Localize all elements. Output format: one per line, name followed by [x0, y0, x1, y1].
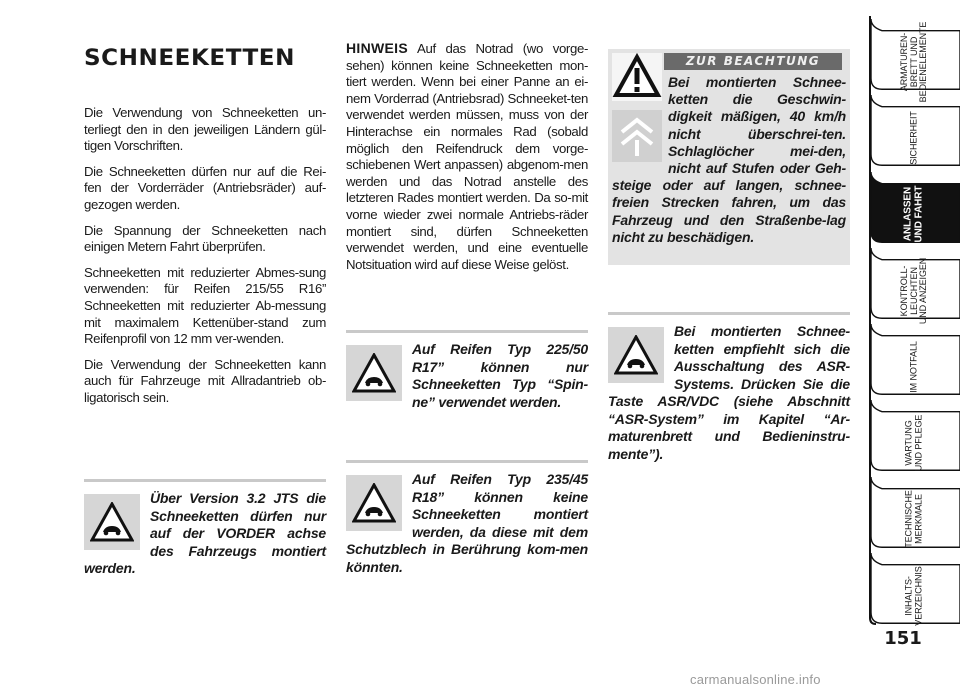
tab-label-line: ANLASSEN — [902, 187, 914, 242]
tab-label — [905, 415, 924, 472]
tab-label — [909, 341, 919, 393]
tab-label — [900, 257, 929, 323]
tab-label-line: BRETT UND — [908, 36, 919, 87]
tab-label — [909, 111, 919, 165]
section-title: SCHNEEKETTEN — [84, 46, 295, 71]
tab-label-line: TECHNISCHE — [903, 490, 914, 549]
tab-chapter-0[interactable] — [868, 16, 960, 103]
paragraph: Die Spannung der Schneeketten nach einigen Metern Fahrt überprüfen. — [84, 222, 326, 255]
tab-label — [900, 21, 929, 102]
tab-label-line: BEDIENELEMENTE — [917, 21, 928, 103]
tab-label-line: KONTROLL- — [898, 265, 909, 316]
tab-chapter-4[interactable] — [868, 321, 960, 397]
tab-label-line: UND PFLEGE — [913, 414, 923, 472]
paragraph: Die Schneeketten dürfen nur auf die Rei-fen der Vorderräder (Antriebsräder) auf-gezogen werden. — [84, 163, 326, 212]
note-tyre-225 — [346, 330, 588, 411]
caution-car-icon — [608, 327, 664, 383]
note-text: Auf Reifen Typ 225/50 R17” können nur Schneeketten Typ “Spin-ne” verwendet werden. — [412, 341, 588, 410]
note-text: Auf Reifen Typ 235/45 R18” können keine Schneeketten montiert werden, da diese mit dem Schutzblech in Berührung kom-men könnten. — [346, 471, 588, 575]
tab-label — [905, 490, 924, 548]
paragraph: Die Verwendung von Schneeketten un-terliegt den in den jeweiligen Ländern gül-tigen Vorschriften. — [84, 105, 326, 154]
tab-label-line: UND ANZEIGEN — [917, 257, 928, 324]
chapter-tab-bar — [868, 16, 960, 626]
tab-chapter-2[interactable] — [868, 169, 960, 245]
tab-label — [905, 566, 924, 625]
left-column — [84, 40, 326, 416]
tab-label-line: SICHERHEIT — [908, 111, 919, 165]
note-tyre-235 — [346, 460, 588, 576]
watermark: carmanualsonline.info — [690, 672, 821, 687]
tab-label — [904, 186, 925, 243]
caution-car-icon — [84, 494, 140, 550]
tab-label-line: INHALTS- — [903, 575, 914, 616]
tab-chapter-1[interactable] — [868, 92, 960, 168]
tab-label-line: UND FAHRT — [913, 185, 924, 243]
note-text: Bei montierten Schnee-ketten empfiehlt sich die Ausschaltung des ASR-Systems. Drücken Sie die Taste ASR/VDC (siehe Abschnitt “ASR-System” im Kapitel “Ar-maturenbrett und Bedieninstru-mente”). — [608, 323, 850, 462]
tab-label-line: LEUCHTEN — [908, 266, 919, 315]
paragraph: Die Verwendung der Schneeketten kann auch für Fahrzeuge mit Allradantrieb ob-ligatorisch sein. — [84, 356, 326, 405]
tab-chapter-7[interactable] — [868, 550, 960, 626]
page-number: 151 — [884, 628, 922, 649]
tab-chapter-6[interactable] — [868, 474, 960, 550]
tab-label-line: ARMATUREN- — [898, 32, 909, 91]
caution-car-icon — [346, 345, 402, 401]
warning-text: Bei montierten Schnee-ketten die Geschwin-digkeit mäßigen, 40 km/h nicht überschrei-ten. Schlaglöcher mei-den, nicht auf Stufen oder Geh-steige oder auf langen, schnee-freien Strecken fahren, um das Fahrzeug und den Straßenbe-lag nicht zu beschädigen. — [612, 74, 846, 245]
tab-label-line: MERKMALE — [913, 494, 923, 545]
hinweis-label: HINWEIS — [346, 40, 408, 56]
tab-chapter-5[interactable] — [868, 397, 960, 473]
tab-chapter-3[interactable] — [868, 245, 960, 324]
tab-label-line: WARTUNG — [903, 420, 914, 466]
tab-label-line: VERZEICHNIS — [913, 565, 923, 626]
note-asr — [608, 312, 850, 463]
paragraph: Schneeketten mit reduzierter Abmes-sung verwenden: für Reifen 215/55 R16” Schneeketten mit reduzierter Ab-messung mit maximalem Kettenüber-stand zum Reifenprofil von 12 mm ver-wenden. — [84, 264, 326, 347]
warning-text-block — [612, 74, 846, 246]
note-text: Über Version 3.2 JTS die Schneeketten dürfen nur auf der VORDER achse des Fahrzeugs montiert werden. — [84, 490, 326, 576]
hinweis-paragraph — [346, 40, 588, 273]
warning-banner: ZUR BEACHTUNG — [664, 53, 842, 70]
tab-label-line: IM NOTFALL — [908, 340, 919, 393]
middle-column — [346, 40, 588, 282]
hinweis-text: Auf das Notrad (wo vorge-sehen) können keine Schneeketten mon-tiert werden. Wenn bei einer Panne an ei-nem Vorderrad (Antriebsrad) Schneeket-ten verwendet werden müssen, muss von der Hinterachse ein normales Rad (sobald möglich den Reifendruck dem vorge-schiebenen Wert anpassen) abgenom-men werden und das Notrad anstelle des letzteren Rades montiert werden. Da so-mit vorne wieder zwei normale Antriebs-räder montiert sind, dürfen Schneeketten verwendet werden, und eine eventuelle Notsituation wird auf diese Weise gelöst. — [346, 41, 588, 272]
caution-car-icon — [346, 475, 402, 531]
note-version-32 — [84, 479, 326, 578]
